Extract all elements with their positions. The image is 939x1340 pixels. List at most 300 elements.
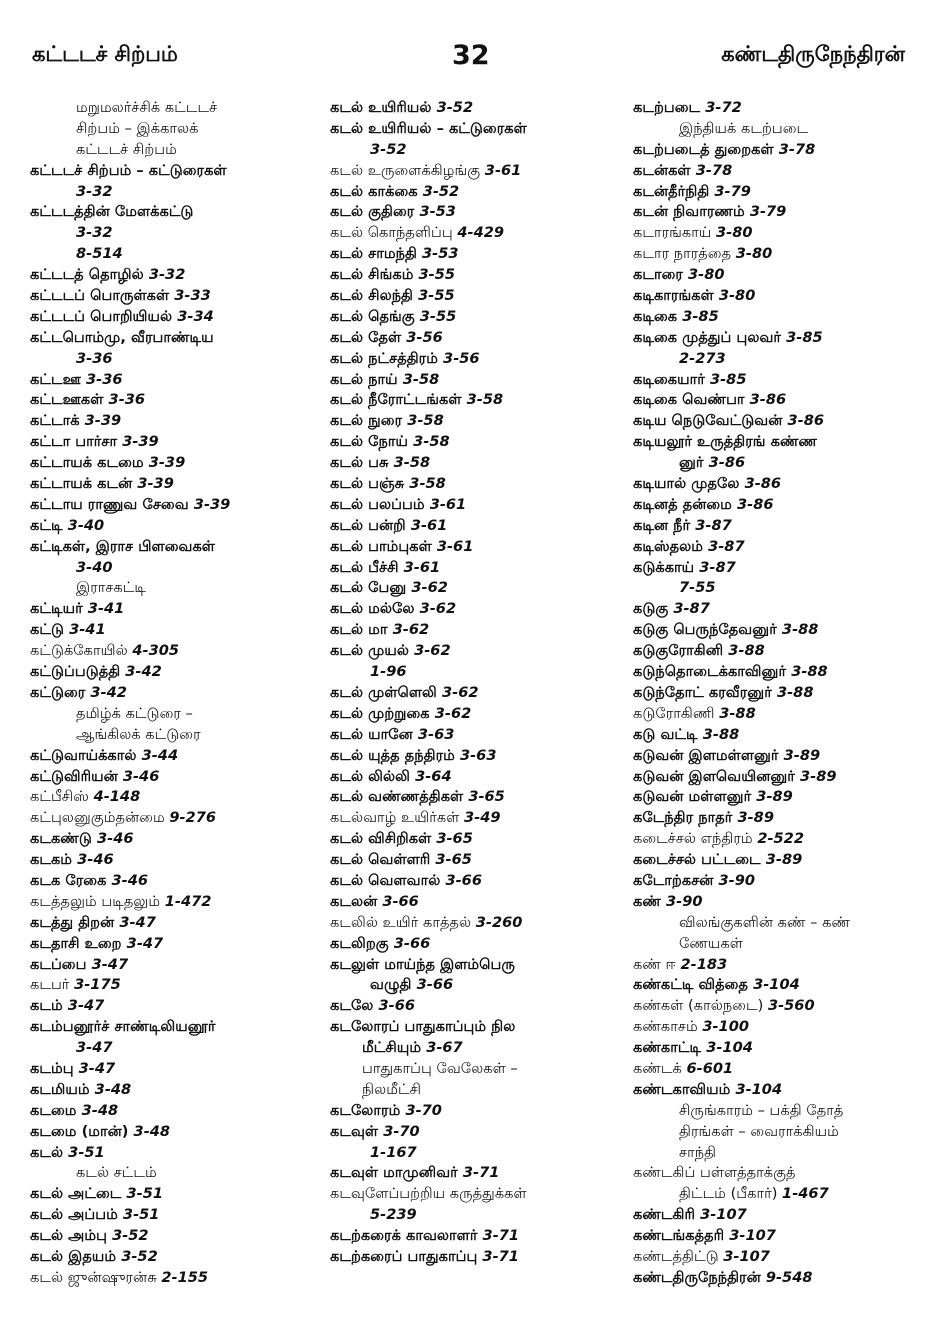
entry-term: கடல் சட்டம் <box>76 1164 157 1182</box>
entry-reference: 3-48 <box>94 1080 132 1098</box>
entry-term: கடல் நோய் <box>330 433 409 451</box>
entry-reference: 3-47 <box>91 955 129 973</box>
entry-reference: 3-40 <box>76 558 113 576</box>
entry-reference: 3-71 <box>482 1247 519 1265</box>
entry-reference: 3-64 <box>415 767 452 785</box>
index-entry <box>30 787 320 808</box>
entry-term: கட்டுக்கோயில் <box>30 642 128 660</box>
index-entry <box>633 578 933 599</box>
entry-term: கடலே <box>330 997 374 1015</box>
entry-reference: 3-88 <box>781 621 819 639</box>
index-entry <box>30 558 320 579</box>
entry-reference: 3-52 <box>422 182 460 200</box>
index-entry <box>30 1268 320 1289</box>
index-entry <box>30 1205 320 1226</box>
entry-reference: 3-58 <box>402 370 440 388</box>
entry-term: கடைச்சல் எந்திரம் <box>633 830 753 848</box>
entry-term: சாந்தி <box>679 1143 717 1161</box>
entry-term: கண் <box>633 892 661 910</box>
index-entry <box>30 495 320 516</box>
index-entry <box>330 1017 630 1038</box>
index-entry <box>330 537 630 558</box>
entry-term: கண்கள் (கால்நடை) <box>633 997 764 1015</box>
entry-term: கடல் வெளவால் <box>330 871 441 889</box>
entry-reference: 3-39 <box>122 433 159 451</box>
entry-term: கடல் மா <box>330 621 388 639</box>
entry-term: திரங்கள் – வைராக்கியம் <box>679 1122 839 1140</box>
entry-reference: 3-58 <box>409 475 446 493</box>
entry-term: கடல் ஜுன்ஷுரன்சு <box>30 1268 157 1286</box>
index-entry <box>633 244 933 265</box>
index-entry <box>330 808 630 829</box>
entry-term: கடியால் முதலே <box>633 475 740 493</box>
index-entry <box>633 119 933 140</box>
entry-reference: 3-79 <box>749 203 787 221</box>
entry-term: கடல் <box>30 1143 64 1161</box>
entry-term: கண்கட்டி வித்தை <box>633 976 748 994</box>
index-entry <box>30 202 320 223</box>
entry-term: கடப்பை <box>30 955 87 973</box>
entry-reference: 8-514 <box>76 245 123 263</box>
index-entry <box>30 871 320 892</box>
entry-term: கடல் பஞ்சு <box>330 475 405 493</box>
entry-reference: 3-78 <box>778 140 816 158</box>
entry-term: இந்தியக் கடற்படை <box>679 119 809 137</box>
entry-term: கடல் உருளைக்கிழங்கு <box>330 161 481 179</box>
entry-reference: 3-89 <box>783 746 821 764</box>
entry-term: சிருங்காரம் – பக்தி தோத் <box>679 1101 844 1119</box>
entry-reference: 3-63 <box>459 746 497 764</box>
entry-term: கட்டுவிரியன் <box>30 767 118 785</box>
entry-reference: 3-87 <box>699 558 736 576</box>
entry-term: கடல் சிங்கம் <box>330 266 414 284</box>
entry-reference: 3-33 <box>174 287 211 305</box>
entry-reference: 2-273 <box>679 349 726 367</box>
index-entry <box>633 620 933 641</box>
entry-reference: 3-88 <box>719 704 756 722</box>
entry-term: திட்டம் (பீகார்) <box>679 1185 778 1203</box>
entry-term: கடுவன் மள்ளனுர் <box>633 788 752 806</box>
entry-term: கட்டாயக் கடமை <box>30 454 144 472</box>
index-entry <box>30 1247 320 1268</box>
index-entry <box>633 746 933 767</box>
entry-reference: 3-72 <box>705 99 742 116</box>
entry-term: கட்டி <box>30 516 63 534</box>
index-entry <box>330 1163 630 1184</box>
entry-reference: 3-87 <box>695 516 732 534</box>
running-head-right: கண்டதிருநேந்திரன் <box>721 42 905 66</box>
index-entry <box>330 746 630 767</box>
entry-term: கடன் நிவாரணம் <box>633 203 745 221</box>
entry-term: கடல் அப்பம் <box>30 1206 118 1224</box>
index-entry <box>330 662 630 683</box>
running-head-left: கட்டடச் சிற்பம் <box>32 42 178 66</box>
entry-reference: 3-90 <box>718 871 756 889</box>
index-entry <box>633 767 933 788</box>
entry-term: கட்டாயக் கடன் <box>30 475 133 493</box>
index-entry <box>633 808 933 829</box>
entry-reference: 3-85 <box>709 370 747 388</box>
entry-term: விலங்குகளின் கண் – கண் <box>679 913 851 931</box>
entry-reference: 3-48 <box>133 1122 171 1140</box>
index-entry <box>633 286 933 307</box>
index-entry <box>330 349 630 370</box>
entry-reference: 3-107 <box>729 1227 776 1245</box>
entry-term: கட்டியர் <box>30 600 83 618</box>
entry-reference: 4-305 <box>132 642 180 660</box>
entry-term: கடவுள் <box>330 1122 379 1140</box>
entry-reference: 2-155 <box>161 1268 209 1286</box>
entry-term: கடல் வண்ணத்திகள் <box>330 788 464 806</box>
index-entry <box>633 934 933 955</box>
entry-term: னுர் <box>679 454 704 472</box>
entry-reference: 3-86 <box>749 391 787 409</box>
entry-reference: 3-87 <box>708 537 745 555</box>
index-entry <box>30 286 320 307</box>
entry-term: கடத்து திறன் <box>30 913 115 931</box>
entry-reference: 3-39 <box>193 495 231 513</box>
entry-term: கடிகை <box>633 307 678 325</box>
entry-reference: 3-66 <box>416 976 454 994</box>
entry-term: கட்டஊகள் <box>30 391 104 409</box>
entry-term: கடல் நுரை <box>330 412 403 430</box>
entry-term: கடல் நாய் <box>330 370 398 388</box>
entry-term: கடல் யானே <box>330 725 413 743</box>
index-column-1 <box>30 98 320 1289</box>
index-entry <box>330 432 630 453</box>
entry-reference: 3-55 <box>418 266 456 284</box>
entry-term: கடலோரப் பாதுகாப்பும் நில <box>330 1018 516 1036</box>
entry-reference: 3-49 <box>464 809 501 827</box>
index-entry <box>330 892 630 913</box>
index-entry <box>330 1247 630 1268</box>
entry-term: கடுரோகிணி <box>633 704 715 722</box>
entry-reference: 3-71 <box>482 1227 520 1245</box>
entry-term: கடகம் <box>30 851 73 869</box>
entry-reference: 3-32 <box>148 266 186 284</box>
entry-reference: 3-560 <box>767 997 815 1015</box>
entry-term: கடல் விசிறிகள் <box>330 830 432 848</box>
index-entry <box>633 453 933 474</box>
index-entry <box>330 704 630 725</box>
index-entry <box>633 725 933 746</box>
entry-term: கடல் பசு <box>330 454 389 472</box>
index-entry <box>30 411 320 432</box>
entry-reference: 3-86 <box>744 475 782 493</box>
entry-reference: 3-67 <box>426 1039 463 1057</box>
index-entry <box>633 1163 933 1184</box>
index-entry <box>330 683 630 704</box>
entry-term: கடல் அம்பு <box>30 1227 107 1245</box>
entry-reference: 3-80 <box>716 224 753 242</box>
entry-term: கட்புலனுகும்தன்மை <box>30 809 165 827</box>
entry-term: கடல் முற்றுகை <box>330 704 430 722</box>
index-entry <box>30 537 320 558</box>
index-column-3 <box>633 98 933 1289</box>
entry-reference: 3-58 <box>413 433 450 451</box>
entry-reference: 3-175 <box>74 976 121 994</box>
index-entry <box>30 1101 320 1122</box>
index-entry <box>330 558 630 579</box>
entry-term: கடல் முள்ளெலி <box>330 683 437 701</box>
entry-term: கட்டாய ராணுவ சேவை <box>30 495 189 513</box>
index-entry <box>330 265 630 286</box>
index-entry <box>30 620 320 641</box>
index-entry <box>330 1059 630 1080</box>
entry-reference: 3-34 <box>177 307 214 325</box>
entry-reference: 3-36 <box>108 391 146 409</box>
index-entry <box>330 328 630 349</box>
entry-reference: 3-71 <box>462 1164 500 1182</box>
entry-reference: 3-61 <box>410 516 448 534</box>
entry-term: கடல் மல்லே <box>330 600 415 618</box>
index-entry <box>330 578 630 599</box>
entry-reference: 3-66 <box>445 871 482 889</box>
entry-reference: 3-51 <box>68 1143 105 1161</box>
entry-term: கடற்கரைக் காவலாளர் <box>330 1227 478 1245</box>
index-entry <box>30 474 320 495</box>
entry-term: மறுமலர்ச்சிக் கட்டடச் <box>76 99 218 116</box>
entry-term: கடுவன் இளவெயினனுர் <box>633 767 795 785</box>
index-entry <box>330 641 630 662</box>
entry-term: கடல் காக்கை <box>330 182 418 200</box>
entry-term: கட்பீசிஸ் <box>30 788 89 806</box>
entry-term: கடிகை முத்துப் புலவர் <box>633 328 782 346</box>
entry-term: கடுகு பெருந்தேவனுர் <box>633 621 777 639</box>
index-entry <box>30 1163 320 1184</box>
index-entry <box>30 453 320 474</box>
entry-term: நிலமீட்சி <box>362 1080 422 1098</box>
index-entry <box>633 871 933 892</box>
index-entry <box>30 934 320 955</box>
entry-term: கடல் பேனு <box>330 579 407 597</box>
entry-reference: 3-89 <box>756 788 793 806</box>
entry-term: கடம்பனூர்ச் சாண்டிலியனூர் <box>30 1018 216 1036</box>
entry-term: கடலுள் மாய்ந்த இளம்பெரு <box>330 955 515 973</box>
entry-term: கடல் பாம்புகள் <box>330 537 432 555</box>
index-entry <box>30 119 320 140</box>
index-entry <box>30 704 320 725</box>
entry-reference: 3-62 <box>419 600 457 618</box>
entry-reference: 3-88 <box>728 642 765 660</box>
index-entry <box>633 1247 933 1268</box>
index-entry <box>633 390 933 411</box>
entry-reference: 3-104 <box>735 1080 783 1098</box>
entry-reference: 2-522 <box>757 830 804 848</box>
entry-term: கடதாசி உறை <box>30 934 122 952</box>
entry-reference: 3-46 <box>111 871 149 889</box>
index-entry <box>30 662 320 683</box>
entry-reference: 3-51 <box>126 1185 164 1203</box>
entry-term: கண்காசம் <box>633 1018 698 1036</box>
entry-term: கடல் யுத்த தந்திரம் <box>330 746 455 764</box>
entry-reference: 3-90 <box>666 892 703 910</box>
index-entry <box>30 892 320 913</box>
entry-reference: 3-42 <box>90 683 127 701</box>
entry-term: கடல் உயிரியல் – கட்டுரைகள் <box>330 119 527 137</box>
entry-term: கட்டு <box>30 621 64 639</box>
index-entry <box>330 1038 630 1059</box>
entry-term: கடிகாரங்கள் <box>633 287 714 305</box>
index-entry <box>633 1184 933 1205</box>
index-entry <box>30 578 320 599</box>
entry-reference: 3-51 <box>122 1206 160 1224</box>
entry-reference: 3-61 <box>436 537 474 555</box>
entry-term: கடல் அட்டை <box>30 1185 122 1203</box>
entry-term: கட்டபொம்மு, வீரபாண்டிய <box>30 328 214 346</box>
entry-term: கடலோரம் <box>330 1101 401 1119</box>
entry-reference: 3-88 <box>776 683 814 701</box>
index-entry <box>633 1101 933 1122</box>
index-entry <box>30 1017 320 1038</box>
entry-reference: 3-62 <box>434 704 472 722</box>
entry-reference: 3-80 <box>735 245 773 263</box>
index-entry <box>633 1080 933 1101</box>
index-entry <box>30 182 320 203</box>
index-entry <box>30 808 320 829</box>
index-entry <box>633 265 933 286</box>
entry-reference: 3-62 <box>442 683 479 701</box>
index-entry <box>30 641 320 662</box>
entry-term: கடன்தீர்நிதி <box>633 182 710 200</box>
index-entry <box>30 432 320 453</box>
index-entry <box>330 913 630 934</box>
entry-reference: 4-429 <box>457 224 505 242</box>
entry-term: கடகண்டு <box>30 830 92 848</box>
entry-reference: 3-47 <box>126 934 164 952</box>
index-entry <box>30 1080 320 1101</box>
entry-term: கடல் பலப்பம் <box>330 495 425 513</box>
index-entry <box>30 370 320 391</box>
entry-reference: 3-260 <box>475 913 523 931</box>
entry-reference: 3-55 <box>418 287 455 305</box>
entry-reference: 3-58 <box>466 391 504 409</box>
index-entry <box>30 328 320 349</box>
index-entry <box>330 829 630 850</box>
index-entry <box>330 996 630 1017</box>
index-entry <box>633 641 933 662</box>
entry-reference: 3-86 <box>708 454 746 472</box>
entry-term: கடமியம் <box>30 1080 90 1098</box>
entry-reference: 3-44 <box>141 746 179 764</box>
index-entry <box>330 934 630 955</box>
entry-reference: 3-104 <box>706 1039 753 1057</box>
entry-reference: 3-63 <box>417 725 455 743</box>
entry-term: கடபர் <box>30 976 70 994</box>
entry-reference: 3-66 <box>378 997 416 1015</box>
entry-term: கண்டகிரி <box>633 1206 695 1224</box>
entry-term: கடல் சாமந்தி <box>330 245 417 263</box>
index-entry <box>330 495 630 516</box>
entry-term: கடலில் உயிர் காத்தல் <box>330 913 472 931</box>
index-entry <box>633 1143 933 1164</box>
entry-term: கட்டாக் <box>30 412 80 430</box>
index-entry <box>633 829 933 850</box>
entry-reference: 3-61 <box>403 558 441 576</box>
index-entry <box>30 599 320 620</box>
entry-reference: 3-39 <box>137 475 174 493</box>
index-entry <box>30 98 320 119</box>
index-entry <box>330 223 630 244</box>
entry-reference: 3-70 <box>405 1101 442 1119</box>
index-entry <box>633 223 933 244</box>
index-entry <box>30 161 320 182</box>
index-entry <box>633 1205 933 1226</box>
entry-reference: 3-52 <box>436 99 474 116</box>
index-entry <box>633 955 933 976</box>
index-entry <box>30 1122 320 1143</box>
entry-reference: 3-46 <box>77 851 114 869</box>
entry-reference: 3-58 <box>407 412 444 430</box>
index-entry <box>633 1122 933 1143</box>
entry-reference: 3-85 <box>682 307 719 325</box>
index-entry <box>633 328 933 349</box>
index-entry <box>30 725 320 746</box>
index-entry <box>330 1101 630 1122</box>
entry-term: கடல் சிலந்தி <box>330 287 414 305</box>
entry-reference: 3-65 <box>468 788 505 806</box>
index-entry <box>30 1059 320 1080</box>
index-entry <box>633 411 933 432</box>
index-entry <box>330 119 630 140</box>
entry-term: கடியலூர் உருத்திரங் கண்ண <box>633 433 818 451</box>
entry-term: கடன்கள் <box>633 161 691 179</box>
index-entry <box>633 349 933 370</box>
index-entry <box>330 390 630 411</box>
entry-reference: 3-86 <box>737 495 774 513</box>
entry-term: கடுவன் இளமள்ளனுர் <box>633 746 779 764</box>
index-entry <box>633 140 933 161</box>
index-entry <box>330 850 630 871</box>
entry-term: கடல் தெங்கு <box>330 307 415 325</box>
entry-reference: 3-52 <box>121 1247 158 1265</box>
entry-term: கடவுள் மாமுனிவர் <box>330 1164 458 1182</box>
index-entry <box>30 1226 320 1247</box>
entry-term: கடிய நெடுவேட்டுவன் <box>633 412 783 430</box>
entry-reference: 3-61 <box>429 495 467 513</box>
index-entry <box>30 767 320 788</box>
index-entry <box>330 474 630 495</box>
page-number: 32 <box>452 40 490 71</box>
entry-term: கடல் பீச்சி <box>330 558 399 576</box>
entry-term: கடல் நட்சத்திரம் <box>330 349 438 367</box>
index-entry <box>30 746 320 767</box>
index-entry <box>633 662 933 683</box>
entry-reference: 3-36 <box>86 370 123 388</box>
index-entry <box>330 725 630 746</box>
entry-reference: 3-104 <box>753 976 800 994</box>
entry-reference: 3-58 <box>393 454 431 472</box>
entry-term: கடல் தேள் <box>330 328 402 346</box>
index-entry <box>330 871 630 892</box>
entry-reference: 3-89 <box>737 809 774 827</box>
index-entry <box>330 975 630 996</box>
entry-term: கடவுளேப்பற்றிய கருத்துக்கள் <box>330 1185 527 1203</box>
index-entry <box>30 516 320 537</box>
entry-term: கண்டதிருநேந்திரன் <box>633 1268 761 1286</box>
index-entry <box>633 558 933 579</box>
index-entry <box>633 1038 933 1059</box>
index-entry <box>633 1268 933 1289</box>
index-entry <box>30 223 320 244</box>
entry-term: வழுதி <box>370 976 412 994</box>
entry-reference: 3-89 <box>800 767 837 785</box>
entry-term: கடுகுரோகினி <box>633 642 724 660</box>
index-entry <box>30 244 320 265</box>
entry-reference: 1-167 <box>370 1143 417 1161</box>
index-entry <box>330 98 630 119</box>
entry-reference: 3-40 <box>67 516 105 534</box>
